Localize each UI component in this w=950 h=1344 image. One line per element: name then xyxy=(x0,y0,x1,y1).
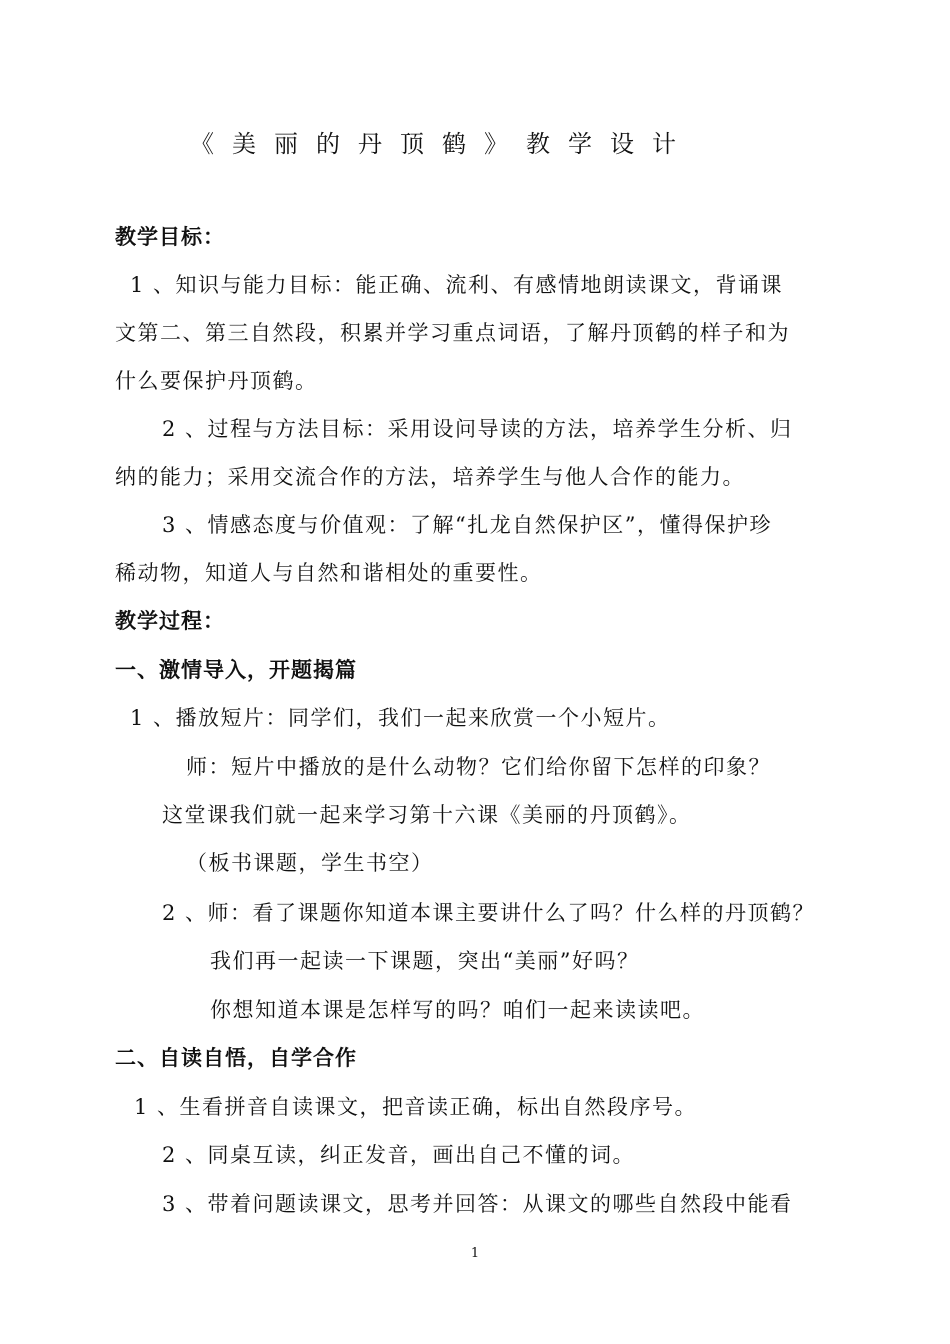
paragraph-line: 2 、同桌互读，纠正发音，画出自己不懂的词。 xyxy=(162,1143,636,1167)
paragraph-line: 1 、播放短片：同学们，我们一起来欣赏一个小短片。 xyxy=(130,706,671,730)
section-heading-objectives: 教学目标： xyxy=(115,225,225,249)
document-title: 《美丽的丹顶鹤》教学设计 xyxy=(190,130,694,158)
paragraph-line: 3 、带着问题读课文，思考并回答：从课文的哪些自然段中能看 xyxy=(162,1192,793,1216)
paragraph-line: 稀动物，知道人与自然和谐相处的重要性。 xyxy=(115,561,543,585)
paragraph-line: 3 、情感态度与价值观：了解“扎龙自然保护区”，懂得保护珍 xyxy=(162,513,773,537)
paragraph-line: 这堂课我们就一起来学习第十六课《美丽的丹顶鹤》。 xyxy=(162,803,692,827)
paragraph-line: （板书课题，学生书空） xyxy=(186,851,434,875)
section-heading-part-two: 二、自读自悟，自学合作 xyxy=(115,1046,357,1070)
paragraph-line: 1 、生看拼音自读课文，把音读正确，标出自然段序号。 xyxy=(134,1095,698,1119)
paragraph-line: 文第二、第三自然段，积累并学习重点词语，了解丹顶鹤的样子和为 xyxy=(115,321,790,345)
paragraph-line: 什么要保护丹顶鹤。 xyxy=(115,369,318,393)
paragraph-line: 1 、知识与能力目标：能正确、流利、有感情地朗读课文，背诵课 xyxy=(130,273,784,297)
section-heading-process: 教学过程： xyxy=(115,609,225,633)
page-number: 1 xyxy=(470,1246,480,1261)
paragraph-line: 2 、师：看了课题你知道本课主要讲什么了吗？什么样的丹顶鹤？ xyxy=(162,901,816,925)
paragraph-line: 纳的能力；采用交流合作的方法，培养学生与他人合作的能力。 xyxy=(115,465,745,489)
paragraph-line: 2 、过程与方法目标：采用设问导读的方法，培养学生分析、归 xyxy=(162,417,793,441)
paragraph-line: 你想知道本课是怎样写的吗？咱们一起来读读吧。 xyxy=(210,998,705,1022)
section-heading-part-one: 一、激情导入，开题揭篇 xyxy=(115,658,357,682)
paragraph-line: 我们再一起读一下课题，突出“美丽”好吗？ xyxy=(210,949,640,973)
paragraph-line: 师：短片中播放的是什么动物？它们给你留下怎样的印象？ xyxy=(186,755,771,779)
